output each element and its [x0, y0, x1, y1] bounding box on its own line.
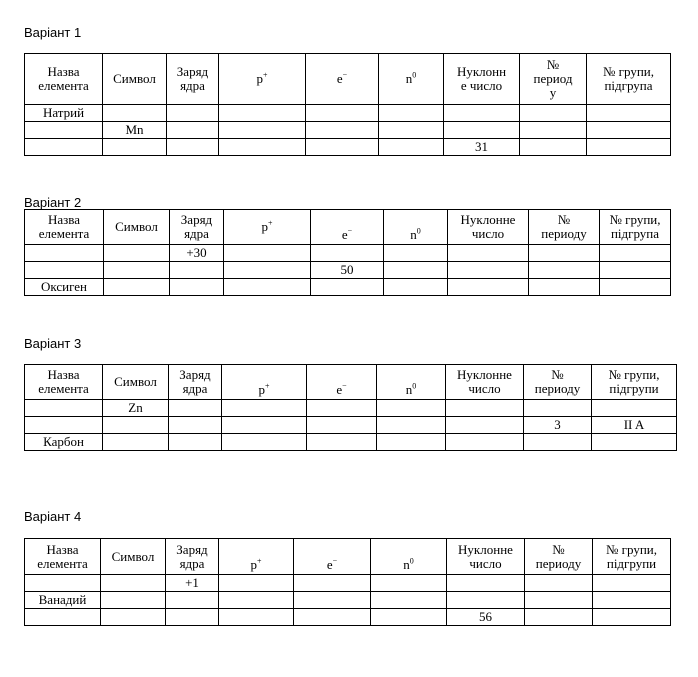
col-symbol-header: Символ [101, 539, 166, 575]
col-period-header: № периоду [529, 210, 600, 245]
group-cell[interactable]: II A [592, 417, 677, 434]
col-period-header: № периоду [524, 365, 592, 400]
table-row [25, 122, 671, 139]
col-name-header: Назва елемента [25, 210, 104, 245]
col-charge-header: Заряд ядра [166, 539, 219, 575]
table-row [25, 262, 671, 279]
nucleon-number-cell[interactable]: 31 [444, 139, 520, 156]
table-row [25, 592, 671, 609]
variant-2-title: Варіант 2 [24, 195, 82, 210]
variant-1-table [24, 53, 671, 156]
header-row [25, 54, 671, 105]
col-symbol-header: Символ [104, 210, 170, 245]
variant-3-table [24, 364, 677, 451]
header-row [25, 365, 677, 400]
col-neutrons-header: $n^0$ [377, 365, 446, 400]
col-electrons-header: e− [294, 539, 371, 575]
col-symbol-header: Символ [103, 54, 167, 105]
variant-1-title: Варіант 1 [24, 25, 82, 40]
col-period-header: № периоду [525, 539, 593, 575]
col-nucleon-header: Нуклонне число [448, 210, 529, 245]
col-name-header: Назва елемента [25, 539, 101, 575]
charge-cell[interactable]: +1 [166, 575, 219, 592]
col-nucleon-header: Нуклонне число [446, 365, 524, 400]
col-neutrons-header: $n^0$ [371, 539, 447, 575]
col-electrons-header: e− [307, 365, 377, 400]
table-row [25, 575, 671, 592]
col-electrons-header: e− [306, 54, 379, 105]
element-name-cell[interactable]: Оксиген [25, 279, 104, 296]
header-row [25, 210, 671, 245]
table-row [25, 105, 671, 122]
col-charge-header: Заряд ядра [169, 365, 222, 400]
col-nucleon-header: Нуклонн е число [444, 54, 520, 105]
table-row [25, 400, 677, 417]
element-name-cell[interactable]: Карбон [25, 434, 103, 451]
variant-4-title: Варіант 4 [24, 509, 82, 524]
col-group-header: № групи, підгрупи [593, 539, 671, 575]
col-nucleon-header: Нуклонне число [447, 539, 525, 575]
col-name-header: Назва елемента [25, 54, 103, 105]
table-row [25, 417, 677, 434]
symbol-cell[interactable]: Zn [103, 400, 169, 417]
col-electrons-header: e− [311, 210, 384, 245]
table-row [25, 279, 671, 296]
table-row [25, 245, 671, 262]
col-protons-header: p+ [224, 210, 311, 245]
col-protons-header: p+ [222, 365, 307, 400]
variant-3-title: Варіант 3 [24, 336, 82, 351]
nucleon-number-cell[interactable]: 56 [447, 609, 525, 626]
table-row [25, 139, 671, 156]
period-cell[interactable]: 3 [524, 417, 592, 434]
col-group-header: № групи, підгрупа [587, 54, 671, 105]
variant-4-table [24, 538, 671, 626]
element-name-cell[interactable]: Ванадий [25, 592, 101, 609]
col-charge-header: Заряд ядра [167, 54, 219, 105]
col-neutrons-header: $n^0$ [379, 54, 444, 105]
symbol-cell[interactable]: Mn [103, 122, 167, 139]
header-row [25, 539, 671, 575]
charge-cell[interactable]: +30 [170, 245, 224, 262]
col-protons-header: p+ [219, 54, 306, 105]
electrons-cell[interactable]: 50 [311, 262, 384, 279]
col-period-header: № период у [520, 54, 587, 105]
table-row [25, 609, 671, 626]
col-name-header: Назва елемента [25, 365, 103, 400]
col-charge-header: Заряд ядра [170, 210, 224, 245]
col-group-header: № групи, підгрупа [600, 210, 671, 245]
variant-2-table [24, 209, 671, 296]
col-protons-header: p+ [219, 539, 294, 575]
table-row [25, 434, 677, 451]
col-neutrons-header: $n^0$ [384, 210, 448, 245]
col-symbol-header: Символ [103, 365, 169, 400]
element-name-cell[interactable]: Натрий [25, 105, 103, 122]
col-group-header: № групи, підгрупи [592, 365, 677, 400]
